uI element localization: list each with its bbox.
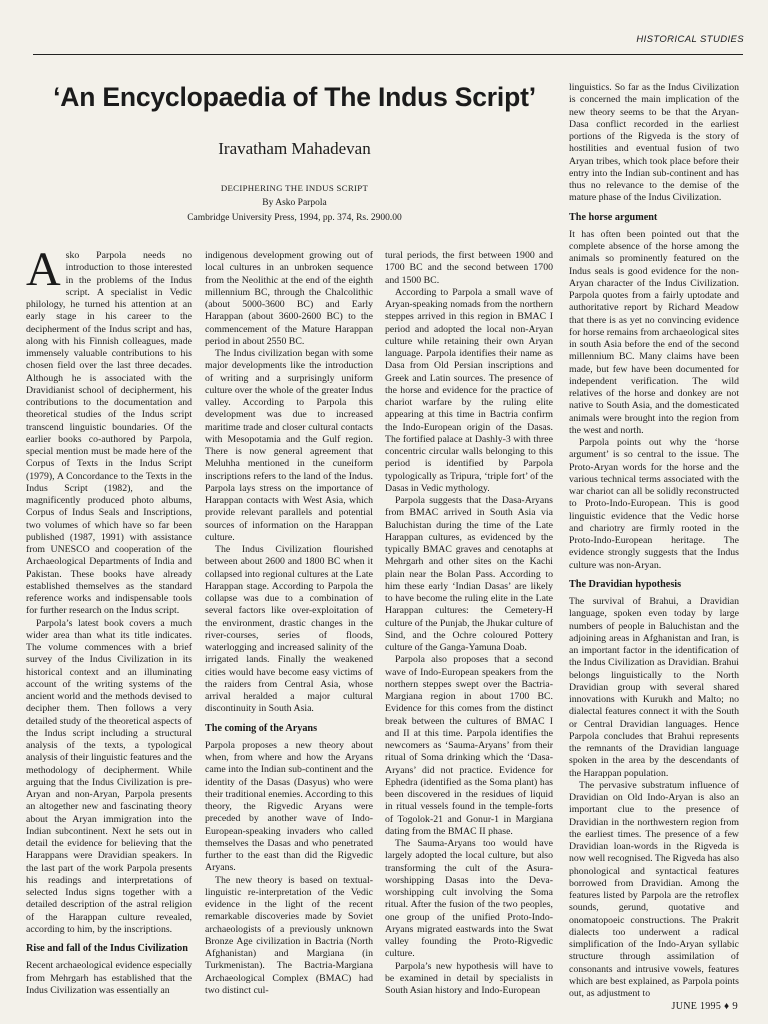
paragraph: The Sauma-Aryans too would have largely adopted the local culture, but also transforming the cult of the Asura-worshipping Dasas into the Deva-worshipping cult involving the Soma ritual. After the fusion of the two peoples, one group of the unified Proto-Indo-Aryans migrated eastwards into the Swat valley founding the Proto-Rigvedic culture. — [385, 838, 553, 960]
article-author: Iravatham Mahadevan — [218, 139, 371, 158]
paragraph-text: sko Parpola needs no introduction to those interested in the problems of the Indus script. A specialist in Vedic philology, he turned his attention at an early stage in his career to the decipherment of the Indus script and has, along with his Finnish colleagues, made immensely valuable contributions to his chosen field over the last three decades. Although he is associated with the Dravidianist school of decipherment, his contributions to the documentation and theoretical studies of the Indus script transcend linguistic boundaries. Of the earlier books co-authored by Parpola, special mention must be made here of the Corpus of Texts in the Indus Script (1979), A Concordance to the Texts in the Indus Script (1982), and the magnificently produced photo albums, Corpus of Indus Seals and Inscriptions, two volumes of which have so far been published (1987, 1991) with assistance from UNESCO and cooperation of the Archaeological Departments of India and Pakistan. These books have already established themselves as the standard reference works and indispensable tools for further research on the Indus script. — [26, 250, 192, 617]
paragraph: linguistics. So far as the Indus Civilization is concerned the main implication of the new theory seems to be that the Aryan-Dasa conflict recorded in the earliest portions of the Rigveda is the story of hostilities and eventual fusion of two Aryan tribes, which took place before their entry into the Indian sub-continent and has thus no relevance to the demise of the mature phase of the Indus Civilization. — [569, 82, 739, 204]
issue-date: JUNE 1995 — [671, 1001, 722, 1012]
text-column-1 — [26, 243, 192, 997]
text-column-3 — [385, 250, 553, 997]
paragraph — [26, 243, 192, 618]
section-heading: Rise and fall of the Indus Civilization — [26, 943, 188, 954]
page-footer — [672, 1000, 739, 1012]
paragraph: The Indus civilization began with some major developments like the introduction of writing and a surprisingly uniform culture over the whole of the greater Indus valley. According to Parpola this development was due to increased maritime trade and closer cultural contacts with Mesopotamia and the Gulf region. There is now general agreement that Meluhha mentioned in the cuneiform inscriptions refers to the land of the Indus. Parpola lays stress on the importance of Harappan contacts with West Asia, which provide relevant parallels and potential sources of information on the Harappan culture. — [205, 348, 373, 543]
paragraph: The Indus Civilization flourished between about 2600 and 1800 BC when it collapsed into regional cultures at the Late Harappan stage. According to Parpola the collapse was due to a combination of several factors like over-exploitation of the environment, drastic changes in the river-courses, series of floods, waterlogging and increased salinity of the irrigated lands. Finally the weakened cities would have become easy victims of the raiders from Central Asia, whose arrival heralded a major cultural discontinuity in South Asia. — [205, 544, 373, 715]
paragraph: tural periods, the first between 1900 and 1700 BC and the second between 1700 and 1500 BC. — [385, 250, 553, 286]
paragraph: Parpola also proposes that a second wave of Indo-European speakers from the northern steppes swept over the Bactria-Margiana region in about 1700 BC. Evidence for this comes from the distinct break between the cultures of BMAC I and II at this time. Parpola identifies the newcomers as ‘Sauma-Aryans’ from their ritual of Soma drinking which the ‘Dasa-Aryans’ did not practice. Evidence for Ephedra (identified as the Soma plant) has been discovered in the residues of liquid in ritual vessels found in the temple-forts of Togolok-21 and Gonur-1 in Margiana dating from the BMAC II phase. — [385, 654, 553, 837]
header-divider — [33, 54, 743, 55]
drop-cap: A — [26, 243, 61, 296]
book-author: By Asko Parpola — [262, 198, 327, 208]
page-number: 9 — [732, 1000, 738, 1012]
section-heading: The horse argument — [569, 211, 658, 223]
book-title: DECIPHERING THE INDUS SCRIPT — [220, 183, 369, 193]
paragraph: It has often been pointed out that the complete absence of the horse among the animals so prominently featured on the Indus seals is good evidence for the non-Aryan character of the Indus Civilization. Parpola quotes from a fairly uptodate and authoritative report by Richard Meadow that there is as yet no convincing evidence for horse remains from archaeological sites in south Asia before the end of the second millennium BC. Many claims have been made, but few have been documented for independent verification. The wild relatives of the horse and donkey are not native to South Asia, and the domesticated animals were brought into the region from the west and north. — [569, 228, 739, 436]
paragraph: Parpola proposes a new theory about when, from where and how the Aryans came into the Indian sub-continent and the identity of the Dasas (Dasyus) who were their traditional enemies. According to this theory, the Rigvedic Aryans were preceded by another wave of Indo-European-speaking invaders who called themselves the Dasas and who penetrated further to the east than did the Rigvedic Aryans. — [205, 739, 373, 874]
section-header: HISTORICAL STUDIES — [636, 34, 744, 45]
text-column-4 — [569, 82, 739, 1000]
article-title: ‘An Encyclopaedia of The Indus Script’ — [53, 82, 536, 112]
paragraph: According to Parpola a small wave of Aryan-speaking nomads from the northern steppes arrived in this region in BMAC I period and adopted the local non-Aryan culture while retaining their own Aryan language. Parpola identifies their name as Dasa from Old Persian inscriptions and Greek and Latin sources. The presence of the horse and evidence for the practice of chariot warfare by the ruling elite appearing at this time in Bactria confirm the Indo-European origin of the Dasas. The fortified palace at Dashly-3 with three concentric circular walls belonging to this period is identified by Parpola typologically as Tripura, ‘triple fort’ of the Dasas in Vedic mythology. — [385, 286, 553, 494]
title-block — [22, 62, 567, 226]
paragraph: indigenous development growing out of local cultures in an unbroken sequence from the Neolithic at the end of the eighth millennium BC, through the Chalcolithic (about 5000-3600 BC) and Early Harappan (about 3600-2600 BC) to the commencement of the Mature Harappan period in about 2550 BC. — [205, 250, 373, 347]
book-publisher: Cambridge University Press, 1994, pp. 374, Rs. 2900.00 — [187, 213, 402, 223]
paragraph: Parpola points out why the ‘horse argument’ is so central to the issue. The Proto-Aryan words for the horse and the various technical terms associated with the war chariot can all be solidly reconstructed to Proto-Indo-European. This is good linguistic evidence that the Vedic horse and chariotry are firmly rooted in the Proto-Indo-European heritage. The evidence strongly suggests that the Indus culture was non-Aryan. — [569, 437, 739, 571]
section-heading: The Dravidian hypothesis — [569, 578, 682, 590]
review-citation — [22, 181, 567, 226]
paragraph: The survival of Brahui, a Dravidian language, spoken even today by large numbers of people in Baluchistan and the adjoining areas in Afghanistan and Iran, is an important factor in the identification of the Indus Civilization as Dravidian. Brahui belongs linguistically to the North Dravidian group with several shared innovations with Kurukh and Malto; no dialectal features connect it with the South or Central Dravidian languages. Hence Parpola concludes that Brahui represents the remnants of the Dravidian language spoken in the area by the descendants of the Harappan population. — [569, 596, 739, 779]
section-heading: The coming of the Aryans — [205, 722, 318, 734]
footer-diamond-icon: ♦ — [723, 1001, 730, 1012]
paragraph: The new theory is based on textual-linguistic re-interpretation of the Vedic evidence in the light of the recent remarkable discoveries made by Soviet archaeologists of a previously unknown Bronze Age civilization in Bactria (North Afghanistan) and Margiana (in Turkmenistan). The Bactria-Margiana Archaeological Complex (BMAC) had two distinct cul- — [205, 874, 373, 996]
paragraph: Parpola’s new hypothesis will have to be examined in detail by specialists in South Asian history and Indo-European — [385, 960, 553, 996]
paragraph: The pervasive substratum influence of Dravidian on Old Indo-Aryan is also an important clue to the presence of Dravidian in the northwestern region from the earliest times. The presence of a few Dravidian loan-words in the Rigveda is now well recognised. The Rigveda has also phonological and syntactical features borrowed from Dravidian. Among the features listed by Parpola are the retroflex sounds, gerund, quotative and onomatopoeic constructions. The Prakrit dialects too underwent a radical simplification of the Indo-Aryan syllabic structure through assimilation of consonants and intrusive vowels, features which are best explained, as Parpola points out, as adjustment to — [569, 779, 739, 999]
text-column-2 — [205, 250, 373, 997]
paragraph: Parpola’s latest book covers a much wider area than what its title indicates. The volume commences with a brief survey of the Indus Civilization in its historical context and an illuminating account of the writing systems of the ancient world and the methods devised to decipher them. Then follows a very detailed study of the theoretical aspects of the Indus script including a structural analysis of the texts, a typological analysis of their linguistic features and the methodology of decipherment. While arguing that the Indus Civilization is pre-Aryan and non-Aryan, Parpola presents an altogether new and fascinating theory about the Aryan immigration into the Indian subcontinent. Next he sets out in detail the evidence for believing that the Harappans were Dravidian speakers. In the last part of the work Parpola presents his readings and interpretations of selected Indus signs together with a detailed description of the astral religion of the Harappan culture revealed, according to him, by the inscriptions. — [26, 617, 192, 935]
paragraph: Recent archaeological evidence especially from Mehrgarh has established that the Indus Civilization was essentially an — [26, 960, 192, 996]
paragraph: Parpola suggests that the Dasa-Aryans from BMAC arrived in South Asia via Baluchistan during the time of the Late Harappan cultures, as evidenced by the typically BMAC graves and cenotaphs at Mehrgarh and other sites on the Kachi plain near the Bolan Pass. According to him these early ‘Indian Dasas’ are likely to have become the ruling elite in the Late Harappan cultures: the Cemetery-H culture of the Punjab, the Jhukar culture of Sind, and the Ochre coloured Pottery culture of the Ganga-Yamuna Doab. — [385, 495, 553, 653]
